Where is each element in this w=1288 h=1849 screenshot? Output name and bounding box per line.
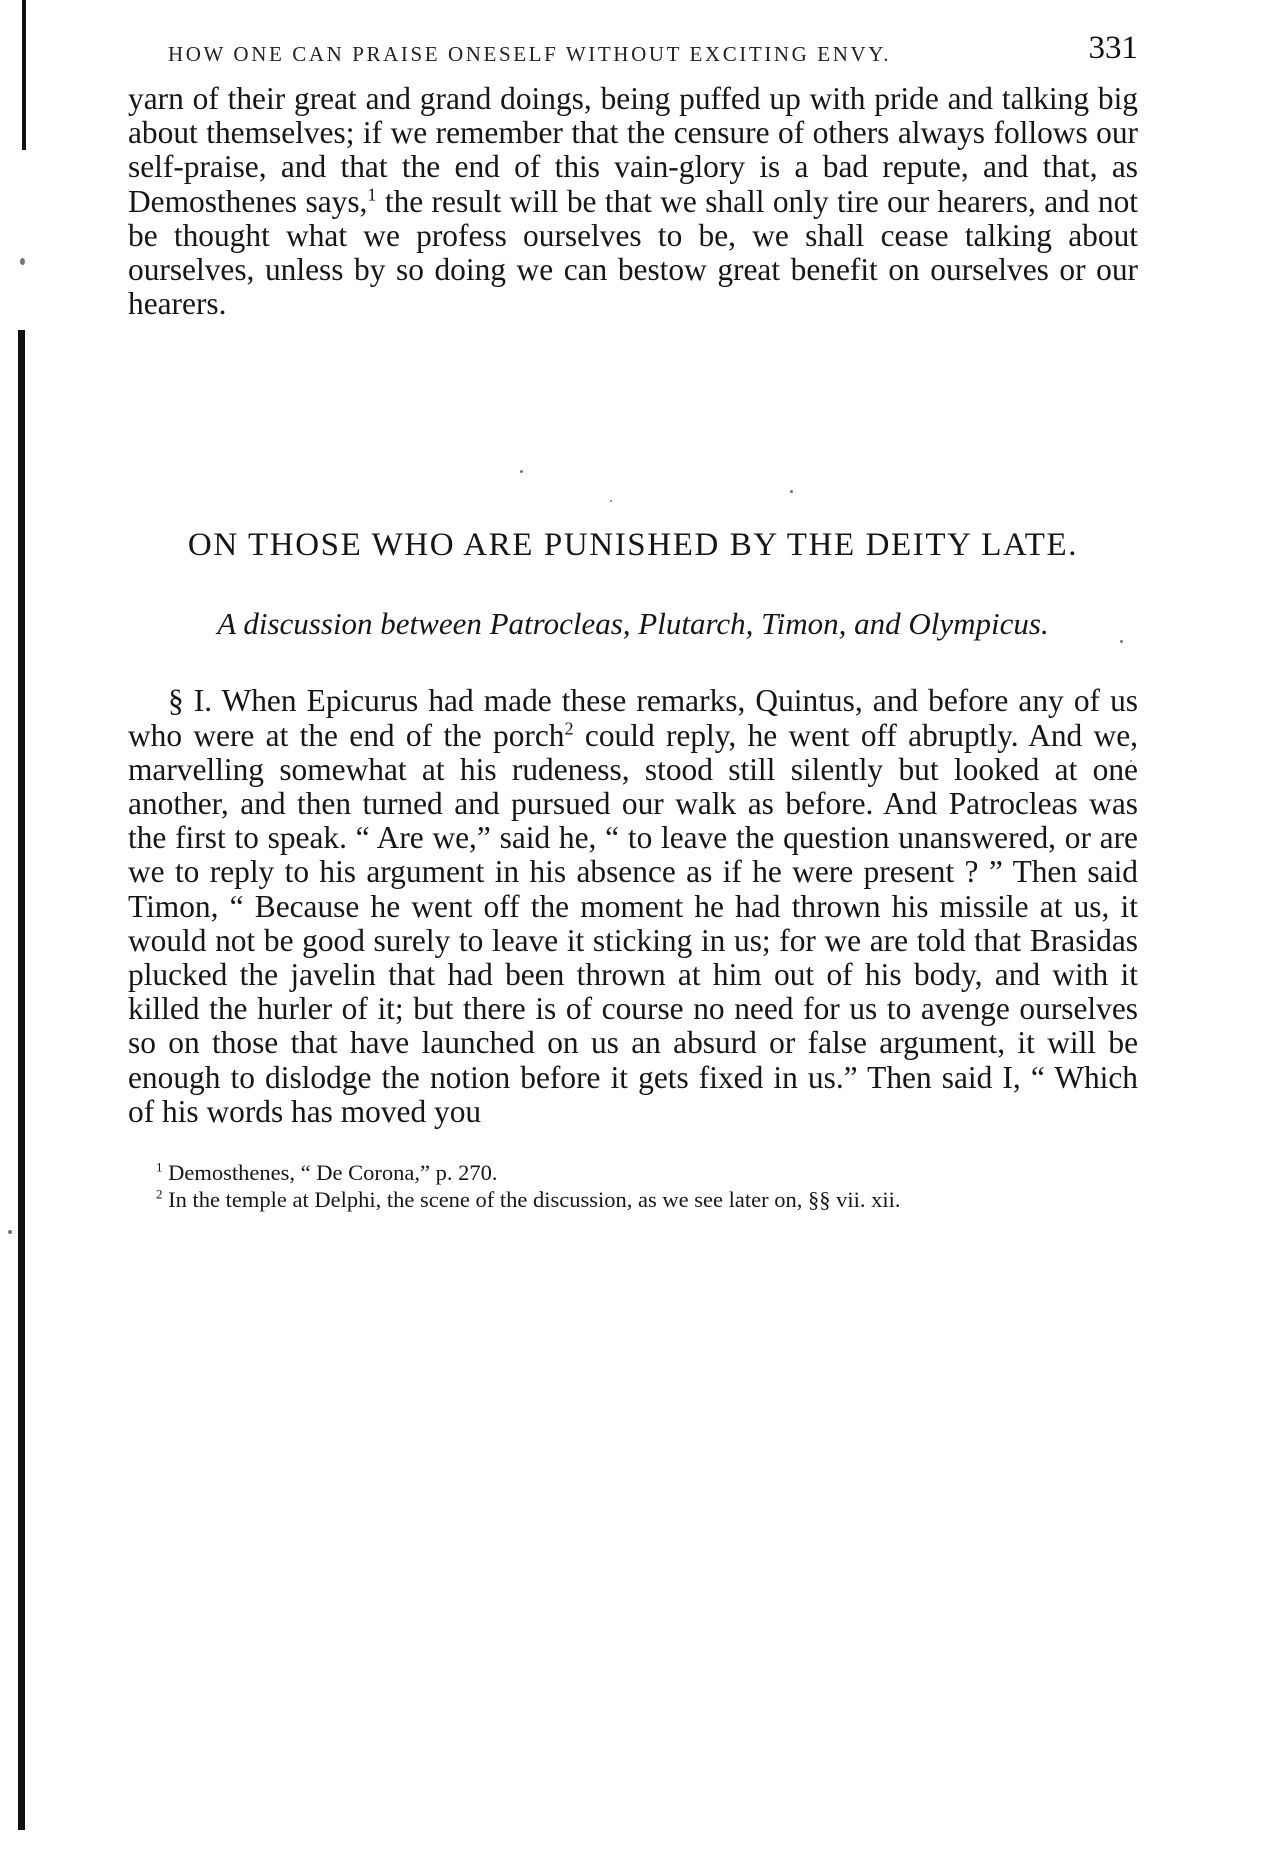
footnote-marker-1: 1 — [156, 1159, 163, 1175]
footnote-ref-2: 2 — [564, 718, 574, 739]
binding-edge-main — [18, 330, 25, 1830]
essay-title: ON THOSE WHO ARE PUNISHED BY THE DEITY LATE. — [187, 527, 1079, 564]
section-one-text-a: § I. When Epicurus had made these remarks, Quintus, and before any of us who were at the end of the porch — [128, 683, 1138, 753]
section-break — [128, 321, 1138, 483]
book-page — [128, 30, 1138, 1213]
opening-text-a: yarn of their great and grand doings, being puffed up with pride and talking big about themselves; if we remember that the censure of others always follows our self-praise, and that the end of this vain-glory is a bad repute, and that, as Demosthenes says, — [128, 81, 1138, 219]
footnote-1 — [128, 1159, 1138, 1186]
opening-paragraph — [128, 82, 1138, 321]
footnotes — [128, 1159, 1138, 1213]
footnote-text-2: In the temple at Delphi, the scene of the discussion, as we see later on, §§ vii. xii. — [162, 1187, 901, 1213]
section-one-text-b: could reply, he went off abruptly. And we, marvelling somewhat at his rudeness, stood still silently but looked at one another, and then turned and pursued our walk as before. And Patrocleas was the first to speak. “ Are we,” said he, “ to leave the question unanswered, or are we to reply to his argument in his absence as if he were present ? ” Then said Timon, “ Because he went off the moment he had thrown his missile at us, it would not be good surely to leave it sticking in us; for we are told that Brasidas plucked the javelin that had been thrown at him out of his body, and with it killed the hurler of it; but there is of course no need for us to avenge ourselves so on those that have launched on us an absurd or false argument, it will be enough to dislodge the notion before it gets fixed in us.” Then said I, “ Which of his words has moved you — [128, 717, 1138, 1129]
scan-speck — [8, 1230, 12, 1234]
running-title: HOW ONE CAN PRAISE ONESELF WITHOUT EXCITING ENVY. — [168, 42, 892, 66]
footnote-text-1: Demosthenes, “ De Corona,” p. 270. — [162, 1160, 498, 1186]
footnote-2 — [128, 1186, 1138, 1213]
section-one-paragraph — [128, 684, 1138, 1129]
page-number: 331 — [1088, 30, 1138, 66]
footnote-ref-1: 1 — [367, 184, 377, 205]
scan-speck — [20, 258, 25, 265]
opening-text-b: the result will be that we shall only tire our hearers, and not be thought what we profess ourselves to be, we shall cease talking about ourselves, unless by so doing we can bestow great benefit on ourselves or our hearers. — [128, 183, 1138, 322]
binding-edge-top — [22, 0, 26, 150]
footnote-marker-2: 2 — [156, 1186, 163, 1202]
essay-subtitle: A discussion between Patrocleas, Plutarch, Timon, and Olympicus. — [217, 606, 1049, 642]
running-header — [128, 30, 1138, 74]
